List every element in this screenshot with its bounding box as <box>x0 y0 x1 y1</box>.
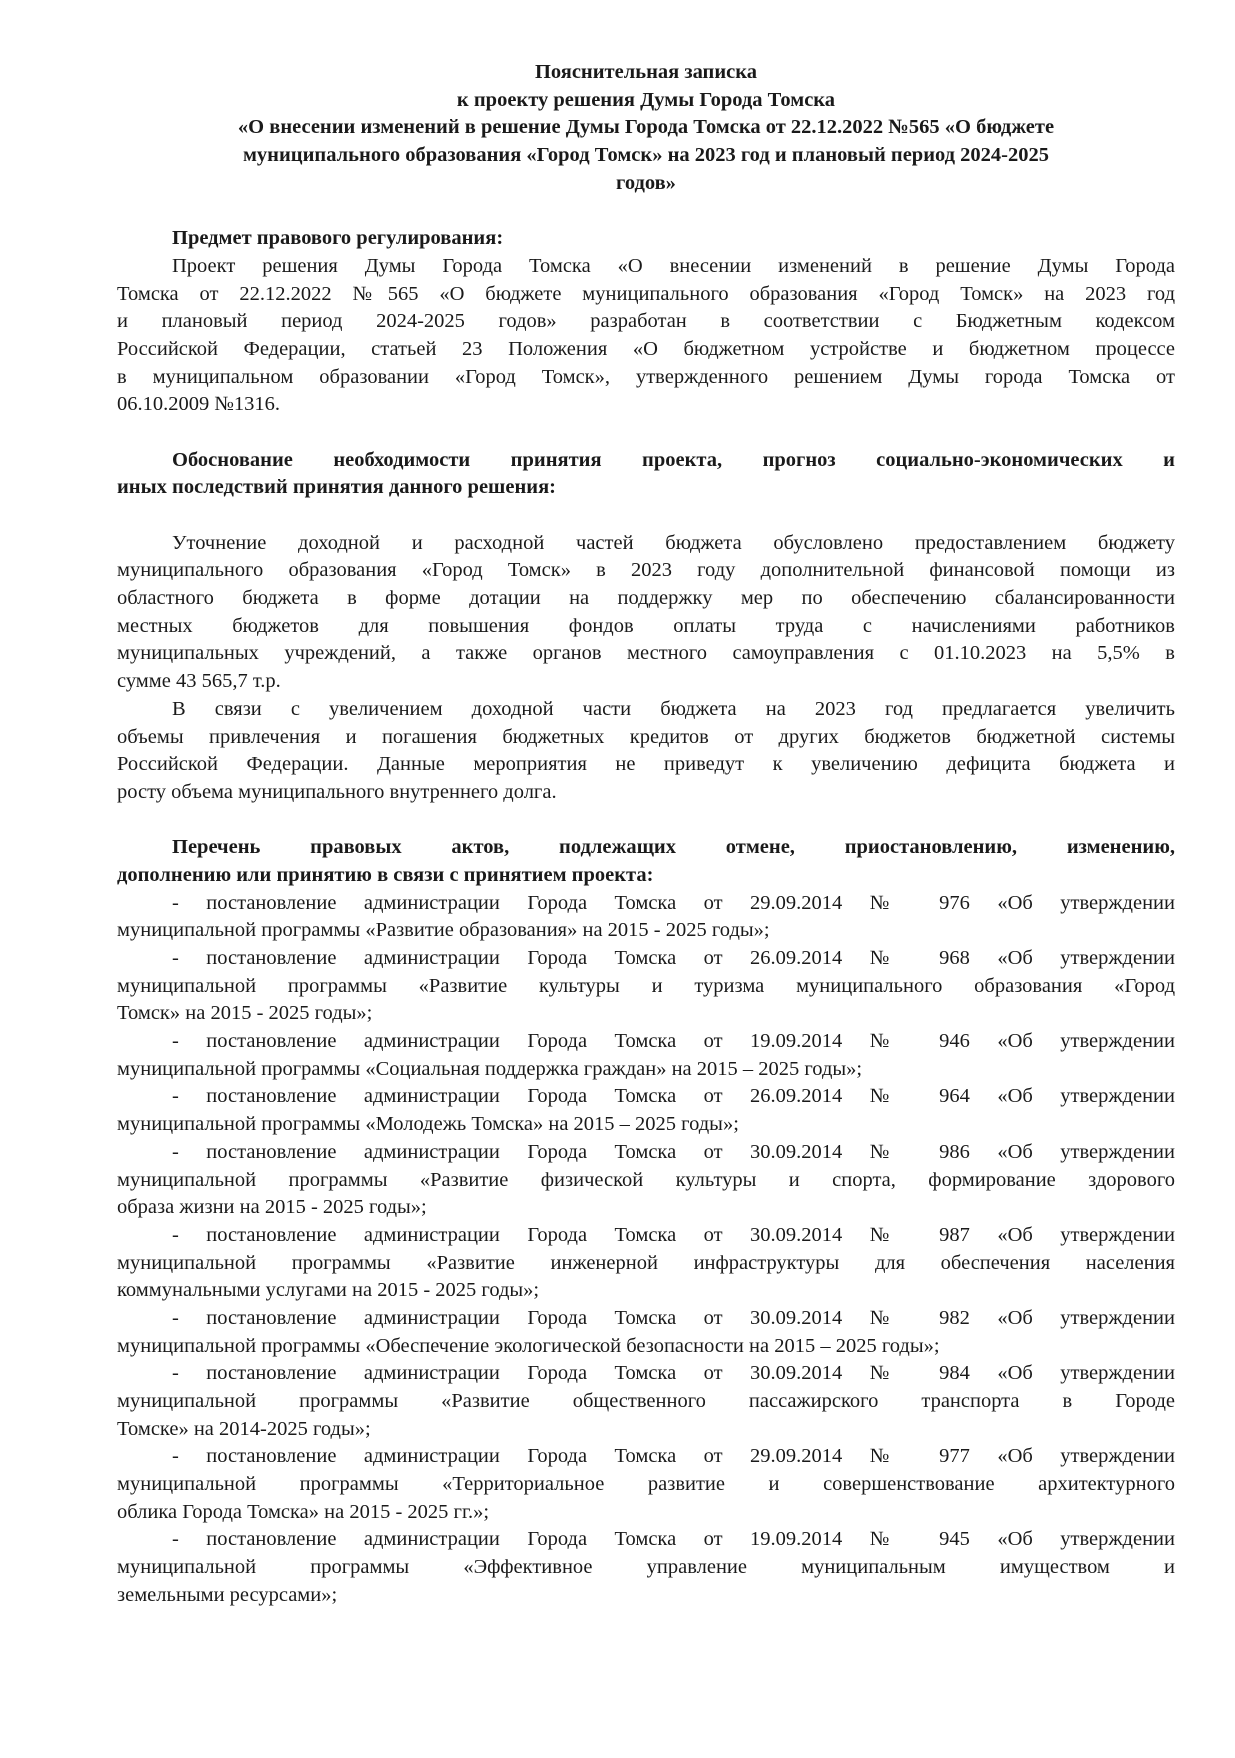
list-item-line: Томск» на 2015 - 2025 годы»; <box>117 1002 373 1025</box>
paragraph-line: Томска от 22.12.2022 №565 «О бюджете муниципального образования «Город Томск» на 2023 год <box>117 282 1175 305</box>
title-line: «О внесении изменений в решение Думы Города Томска от 22.12.2022 №565 «О бюджете <box>237 116 1055 139</box>
list-item-line: муниципальной программы «Развитие образования» на 2015 - 2025 годы»; <box>117 919 770 942</box>
title-line: муниципального образования «Город Томск» на 2023 год и плановый период 2024-2025 <box>242 144 1050 167</box>
section-heading: Обоснование необходимости принятия проекта, прогноз социально-экономических и <box>172 448 1175 471</box>
paragraph-line: муниципальных учреждений, а также органов местного самоуправления с 01.10.2023 на 5,5% в <box>117 642 1175 665</box>
list-item-line: муниципальной программы «Развитие культуры и туризма муниципального образования «Город <box>117 974 1175 997</box>
paragraph-line: в муниципальном образовании «Город Томск», утвержденного решением Думы города Томска от <box>117 365 1175 388</box>
section-heading: Предмет правового регулирования: <box>172 227 504 250</box>
spacer <box>117 807 1175 835</box>
section-heading: дополнению или принятию в связи с принятием проекта: <box>117 863 654 886</box>
paragraph-line: муниципального образования «Город Томск» в 2023 году дополнительной финансовой помощи из <box>117 559 1175 582</box>
list-item-line: муниципальной программы «Развитие физической культуры и спорта, формирование здорового <box>117 1168 1175 1191</box>
list-item-line: - постановление администрации Города Томска от 26.09.2014 № 968 «Об утверждении <box>172 947 1175 969</box>
paragraph-line: 06.10.2009 №1316. <box>117 393 281 416</box>
document-page <box>117 59 1175 1610</box>
list-item-line: - постановление администрации Города Томска от 30.09.2014 № 984 «Об утверждении <box>172 1362 1175 1385</box>
paragraph-line: областного бюджета в форме дотации на поддержку мер по обеспечению сбалансированности <box>117 587 1175 610</box>
list-item-line: муниципальной программы «Обеспечение экологической безопасности на 2015 – 2025 годы»; <box>117 1334 940 1357</box>
list-item-line: муниципальной программы «Развитие общественного пассажирского транспорта в Городе <box>117 1390 1175 1412</box>
paragraph-line: Российской Федерации, статьей 23 Положения «О бюджетном устройстве и бюджетном процессе <box>117 337 1175 360</box>
list-item-line: - постановление администрации Города Томска от 19.09.2014 № 945 «Об утверждении <box>172 1528 1175 1551</box>
list-item-line: - постановление администрации Города Томска от 29.09.2014 № 976 «Об утверждении <box>172 891 1175 914</box>
title-line: Пояснительная записка <box>534 61 758 83</box>
list-item-line: облика Города Томска» на 2015 - 2025 гг.»; <box>117 1500 490 1523</box>
list-item-line: Томске» на 2014-2025 годы»; <box>117 1417 371 1440</box>
list-item-line: муниципальной программы «Социальная поддержка граждан» на 2015 – 2025 годы»; <box>117 1057 863 1080</box>
paragraph-line: В связи с увеличением доходной части бюджета на 2023 год предлагается увеличить <box>172 697 1175 720</box>
list-item-line: земельными ресурсами»; <box>117 1583 338 1606</box>
list-item-line: - постановление администрации Города Томска от 26.09.2014 № 964 «Об утверждении <box>172 1085 1175 1108</box>
section-heading: Перечень правовых актов, подлежащих отмене, приостановлению, изменению, <box>172 836 1175 859</box>
list-item-line: - постановление администрации Города Томска от 19.09.2014 № 946 «Об утверждении <box>172 1030 1175 1053</box>
list-item-line: - постановление администрации Города Томска от 30.09.2014 № 986 «Об утверждении <box>172 1140 1175 1163</box>
list-item-line: муниципальной программы «Молодежь Томска» на 2015 – 2025 годы»; <box>117 1113 739 1136</box>
list-item-line: - постановление администрации Города Томска от 29.09.2014 № 977 «Об утверждении <box>172 1445 1175 1468</box>
spacer <box>117 197 1175 225</box>
list-item-line: коммунальными услугами на 2015 - 2025 годы»; <box>117 1279 540 1302</box>
paragraph-line: сумме 43 565,7 т.р. <box>117 670 281 693</box>
paragraph-line: Российской Федерации. Данные мероприятия не приведут к увеличению дефицита бюджета и <box>117 753 1175 776</box>
list-item-line: - постановление администрации Города Томска от 30.09.2014 № 982 «Об утверждении <box>172 1306 1175 1329</box>
paragraph-line: Уточнение доходной и расходной частей бюджета обусловлено предоставлением бюджету <box>172 531 1175 554</box>
paragraph-line: росту объема муниципального внутреннего долга. <box>117 780 557 803</box>
list-item-line: муниципальной программы «Территориальное развитие и совершенствование архитектурного <box>117 1473 1175 1496</box>
list-item-line: муниципальной программы «Развитие инженерной инфраструктуры для обеспечения населения <box>117 1251 1175 1274</box>
list-item-line: образа жизни на 2015 - 2025 годы»; <box>117 1196 427 1219</box>
spacer <box>117 502 1175 530</box>
section-heading: иных последствий принятия данного решения: <box>117 476 556 499</box>
paragraph-line: местных бюджетов для повышения фондов оплаты труда с начислениями работников <box>117 614 1175 637</box>
title-line: к проекту решения Думы Города Томска <box>456 88 836 111</box>
list-item-line: - постановление администрации Города Томска от 30.09.2014 № 987 «Об утверждении <box>172 1223 1175 1246</box>
paragraph-line: Проект решения Думы Города Томска «О внесении изменений в решение Думы Города <box>172 254 1175 277</box>
paragraph-line: и плановый период 2024-2025 годов» разработан в соответствии с Бюджетным кодексом <box>117 310 1175 333</box>
paragraph-line: объемы привлечения и погашения бюджетных кредитов от других бюджетов бюджетной системы <box>117 725 1175 748</box>
title-line: годов» <box>616 171 676 194</box>
spacer <box>117 419 1175 447</box>
list-item-line: муниципальной программы «Эффективное управление муниципальным имуществом и <box>117 1556 1175 1579</box>
